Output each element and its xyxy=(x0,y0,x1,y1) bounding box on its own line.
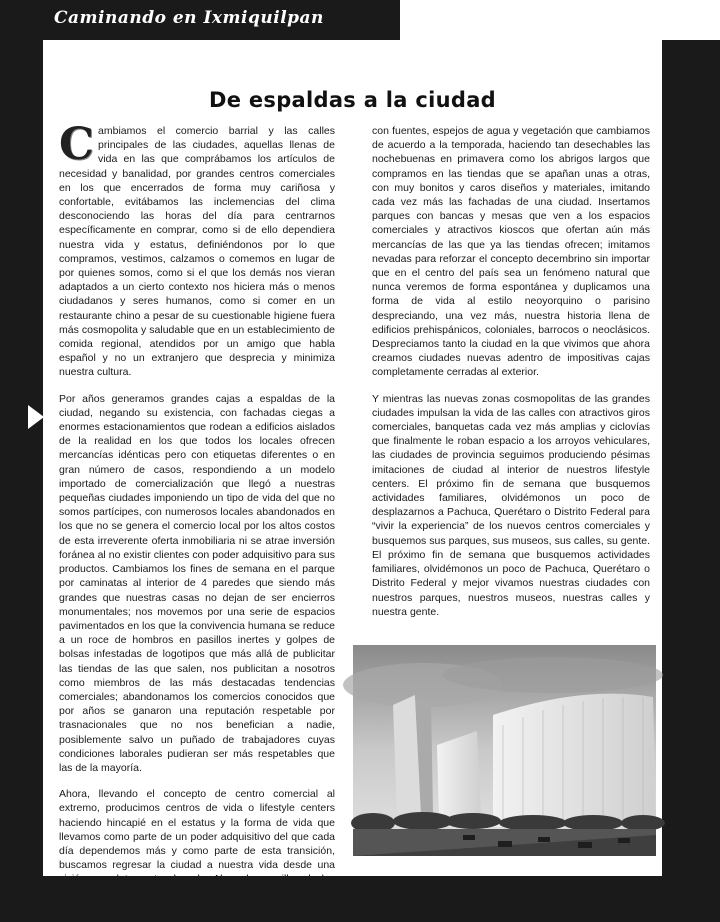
right-column xyxy=(372,124,650,634)
left-column xyxy=(59,119,335,914)
frame-left-bar xyxy=(0,0,43,922)
frame-right-bar xyxy=(662,40,720,922)
paragraph: Ahora, llevando el concepto de centro comercial al extremo, producimos centros de vida o lifestyle centers haciendo hincapié en el estatus y la forma de vida que llevamos como parte de un poder adquisitivo del que cada día dependemos más y como parte de esta transición, buscamos regresar la ciudad a nuestra vida desde una visión completamente absurda. Ahora los pasillos de los centros comerciales los acompañamos por espacios abiertos llenos de “vida natural” xyxy=(59,788,335,914)
building-photo xyxy=(353,645,656,856)
paragraph xyxy=(59,119,335,380)
author-title: Maestro en arquitectura y nuevo urbanismo xyxy=(440,55,648,66)
left-notch xyxy=(28,405,44,429)
paragraph: Y mientras las nuevas zonas cosmopolitas de las grandes ciudades impulsan la vida de las calles con atractivos giros comerciales, banquetas cada vez más amplias y ciclovías que finalmente le roban espacio a los arroyos vehiculares, las ciudades de provincia seguimos produciendo pésimas imitaciones de ciudad al interior de nuestros lifestyle centers. El próximo fin de semana que busquemos actividades familiares, olvidémonos un poco de desplazarnos a Pachuca, Querétaro o Distrito Federal para “vivir la experiencia” de los nuevos centros comerciales y busquemos sus parques, sus museos, sus calles, su gente. El próximo fin de semana que busquemos actividades familiares, olvidémonos un poco de Pachuca, Querétaro o Distrito Federal y mejor vivamos nuestras ciudades con nuestros parques, nuestros museos, nuestras calles y nuestra gente. xyxy=(372,392,650,618)
paragraph: con fuentes, espejos de agua y vegetación que cambiamos de acuerdo a la temporada, haciendo tan desechables las nochebuenas en primavera como los abrigos largos que compramos en las tiendas que se apañan unas a otras, con muy bonitos y caros diseños y materiales, imitando cada vez más las fachadas de una ciudad. Insertamos parques con bancas y mesas que ven a los espacios comerciales y atractivos kioscos que ofertan aún más mercancías de las que ya las tiendas ofrecen; imitamos nevadas para reforzar el concepto decembrino sin importar que en el centro del país sea un fenómeno natural que nunca veremos de forma espontánea y duplicamos una forma de vida al estilo neoyorquino o parisino despreciando, una vez más, nuestra historia llena de edificios prehispánicos, coloniales, barrocos o neoclásicos. Despreciamos tanto la ciudad en la que vivimos que ahora creamos ciudades nuevas adentro de impositivas cajas completamente cerradas al exterior. xyxy=(372,125,650,379)
header-notch xyxy=(360,0,400,40)
article-title: De espaldas a la ciudad xyxy=(208,88,497,112)
building-photo-icon xyxy=(353,645,656,856)
dropcap: C xyxy=(59,119,95,170)
series-title: Caminando en Ixmiquilpan xyxy=(54,8,324,28)
paragraph-text: ambiamos el comercio barrial y las calles principales de las ciudades, aquellas llenas de vida en las que comprábamos los artículos de necesidad y banalidad, por grandes centros comerciales en los que encerrados de forma muy cariñosa y confortable, evitábamos las inclemencias del clima desconociendo las horas del día para centrarnos específicamente en comprar, como si de ello dependiera nuestra vida y estatus, definiéndonos por lo que compramos, vestimos, calzamos o comemos en lugar de por quienes somos, como si el que los demás nos vieran adaptados a un cierto contexto nos hiciera más o menos ciudadanos y seres humanos, como si comer en un restaurante chino a pesar de su cuestionable higiene fuera más cosmopolita y saludable que en un establecimiento de comida regional, atendidos por un amigo que habla español y no un extranjero que desprecia y minimiza nuestra cultura. xyxy=(59,125,335,379)
paragraph: Por años generamos grandes cajas a espaldas de la ciudad, negando su existencia, con fachadas ciegas a enormes estacionamientos que rodean a edificios aislados de la realidad en los que todos los locales ofrecen mercancías idénticas pero con etiquetas diferentes o en gran número de casos, respondiendo a un modelo importado de comercialización que llegó a nuestras pequeñas ciudades imponiendo un tipo de vida del que no somos partícipes, con numerosos locales abandonados en los que no se genera el comercio local por los altos costos de esta irreverente oferta inmobiliaria ni se atrae inversión foránea al no existir clientes con poder adquisitivo para sus productos. Cambiamos los fines de semana en el parque por caminatas al interior de 4 paredes que siendo más grandes que nuestras casas no dejan de ser encierros monumentales; nos movemos por una serie de espacios pavimentados en los que la convivencia humana se reduce a un roce de hombros en pasillos inertes y golpes de bolsas infestadas de logotipos que más allá de publicitar las tiendas de las que salen, nos publicitan a nosotros como miembros de las más destacadas tendencias comerciales; abandonamos los comercios conocidos que por años se ganaron una reputación respetable por trasnacionales que no nos benefician a nadie, posiblemente salvo un puñado de trabajadores cuyas condiciones laborales pudieran ser más respetables que las de la mayoría. xyxy=(59,392,335,774)
author-name: Joaquín Précoma Valle xyxy=(539,42,648,53)
author-block xyxy=(380,41,648,67)
